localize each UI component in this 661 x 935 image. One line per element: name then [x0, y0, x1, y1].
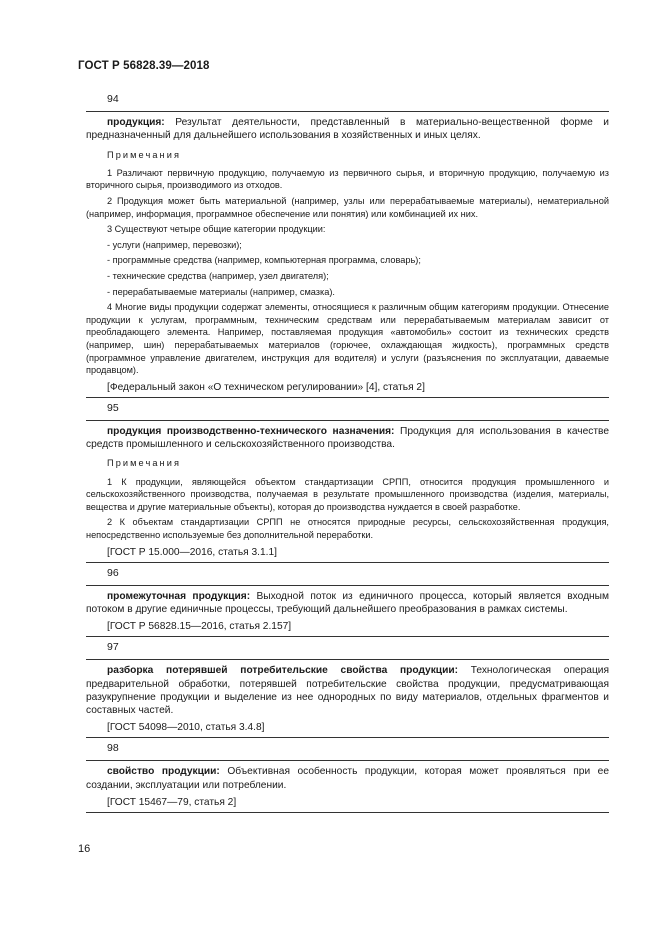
term-number: 94: [107, 93, 119, 105]
term-entry-98: [86, 760, 609, 813]
term-name: свойство продукции:: [107, 766, 220, 778]
term-definition: [86, 765, 609, 792]
term-name: продукция производственно-технического назначения:: [107, 425, 395, 437]
term-number: 98: [107, 742, 119, 755]
term-source: [ГОСТ 15467—79, статья 2]: [107, 797, 237, 809]
page-number: 16: [78, 843, 91, 855]
note-list-item: - услуги (например, перевозки);: [107, 239, 242, 250]
term-definition: [86, 664, 609, 717]
term-number: 95: [107, 401, 119, 414]
note-list-item: - программные средства (например, компьютерная программа, словарь);: [107, 255, 421, 266]
note: 4 Многие виды продукции содержат элементы, относящиеся к различным общим категориям продукции. Отнесение продукции к услугам, программным, техническим средствам или перерабатываемым материалам зависит от преобладающего элемента. Например, поставляемая продукция «автомобиль» состоит из технических средств (например, шин) перерабатываемых материалов (горючее, охлаждающая жидкость), программных средств (программное управление двигателем, инструкция для водителя) и услуги (разъяснения по эксплуатации, даваемые продавцом).: [86, 302, 609, 376]
definition-text: Технологическая операция предварительной обработки, потерявшей потребительские свойства продукции, предусматривающая разукрупнение продукции и выделение из нее однородных по виду материалов, отдельных фрагментов и составных частей.: [86, 665, 610, 717]
term-name: продукция:: [107, 117, 165, 128]
term-source: [Федеральный закон «О техническом регулировании» [4], статья 2]: [107, 381, 425, 393]
note: 2 К объектам стандартизации СРПП не относятся природные ресурсы, сельскохозяйственная продукция, непосредственно используемые без дополнительной переработки.: [86, 517, 609, 541]
term-number: 97: [107, 641, 119, 654]
note: 2 Продукция может быть материальной (например, узлы или перерабатываемые материалы), нематериальной (например, информация, программное обеспечение или понятия) или комбинацией их них.: [86, 196, 609, 219]
note-list-item: - перерабатываемые материалы (например, смазка).: [107, 286, 335, 297]
note: 1 К продукции, являющейся объектом стандартизации СРПП, относится продукция промышленного и сельскохозяйственного производства, получаемая в результате промышленного производства (изделия, материалы, вещества и другие материальные объекты), которая до производства нуждается в своей разработке.: [86, 476, 609, 512]
definition-text: Продукция для использования в качестве средств промышленного и сельскохозяйственного производства.: [86, 425, 609, 451]
note: 1 Различают первичную продукцию, получаемую из первичного сырья, и вторичную продукцию, получаемую из вторичного сырья, производимого из отходов.: [86, 167, 609, 191]
terms-list: [86, 89, 609, 813]
notes-title: Примечания: [107, 149, 182, 160]
note-list-item: - технические средства (например, узел двигателя);: [107, 271, 329, 282]
definition-text: Результат деятельности, представленный в материально-вещественной форме и предназначенный для дальнейшего использования в хозяйственных и иных целях.: [86, 117, 609, 142]
term-definition: [86, 425, 609, 452]
term-entry-95: [86, 420, 609, 563]
definition-text: Выходной поток из единичного процесса, который является входным потоком в другие единичные процессы, требующий дальнейшего преобразования в рамках системы.: [86, 590, 609, 615]
term-number: 96: [107, 566, 119, 579]
definition-text: Объективная особенность продукции, которая может проявляться при ее создании, эксплуатации или потреблении.: [86, 766, 609, 791]
term-entry-96: [86, 585, 609, 638]
term-source: [ГОСТ Р 56828.15—2016, статья 2.157]: [107, 621, 292, 633]
term-name: разборка потерявшей потребительские свойства продукции:: [107, 665, 458, 677]
term-entry-94: [86, 111, 609, 398]
term-name: промежуточная продукция:: [107, 590, 251, 602]
term-definition: [86, 590, 609, 617]
term-entry-97: [86, 659, 609, 738]
term-definition: [86, 116, 609, 143]
document-header: ГОСТ Р 56828.39—2018: [78, 60, 210, 72]
term-source: [ГОСТ Р 15.000—2016, статья 3.1.1]: [107, 546, 277, 558]
note: 3 Существуют четыре общие категории продукции:: [107, 224, 326, 235]
term-source: [ГОСТ 54098—2010, статья 3.4.8]: [107, 722, 265, 734]
notes-title: Примечания: [107, 458, 182, 469]
